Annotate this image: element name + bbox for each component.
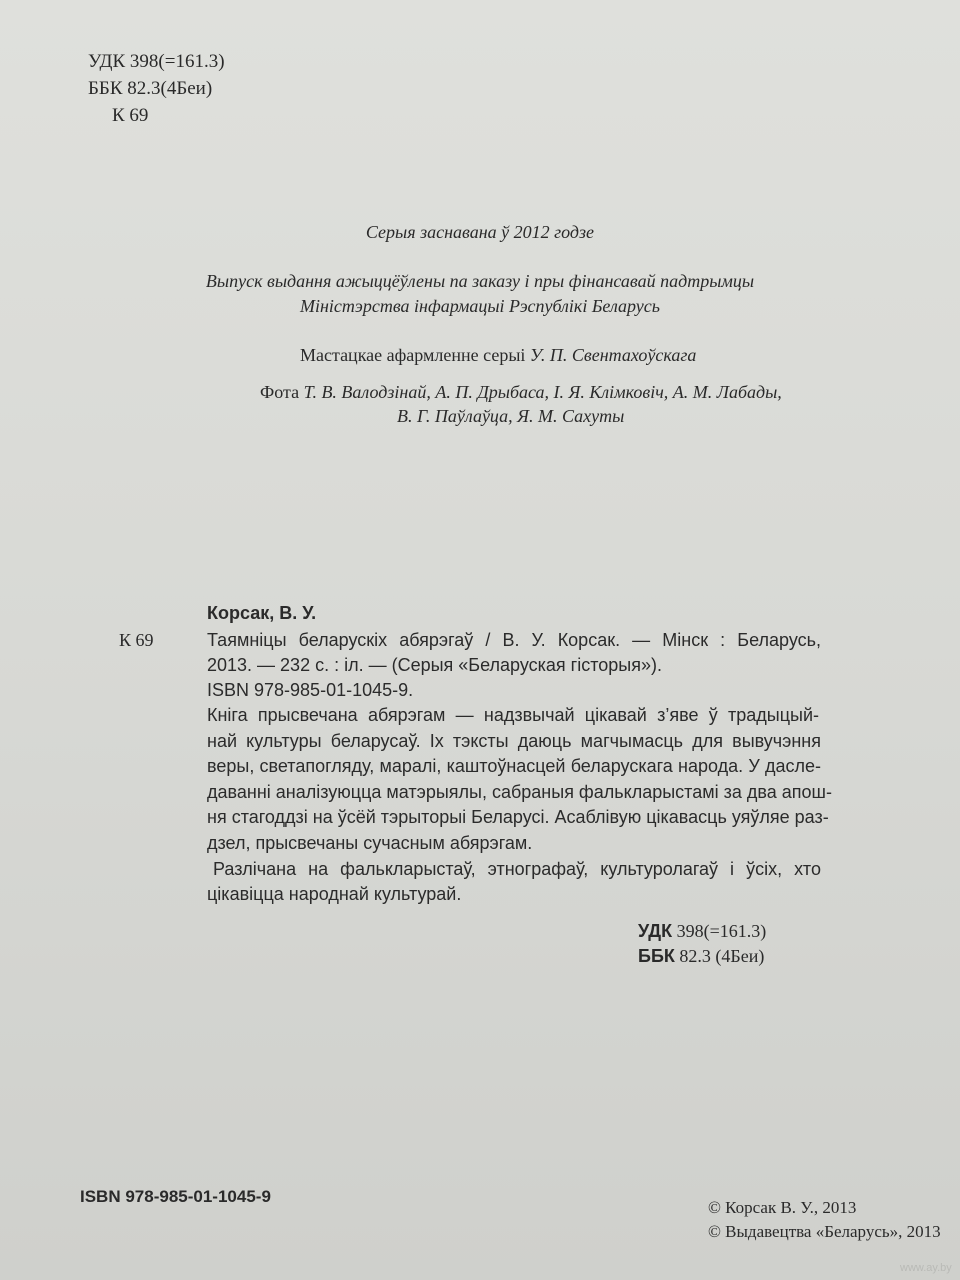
watermark: www.ay.by: [900, 1262, 952, 1274]
photo-prefix: Фота: [260, 382, 304, 402]
annotation-line-5: ня стагоддзі на ўсёй тэрыторыі Беларусі. Асаблівую цікавасць уяўляе раз-: [207, 807, 829, 827]
footer-copyright-author: © Корсак В. У., 2013: [708, 1198, 857, 1217]
funding-line-1: Выпуск выдання ажыццёўлены па заказу і пры фінансавай падтрымцы: [205, 271, 755, 291]
card-bbk-label: ББК: [638, 946, 675, 966]
top-udk: УДК 398(=161.3): [88, 51, 225, 72]
annotation-line-1: Кніга прысвечана абярэгам — надзвычай цікавай з’яве ў традыцый-: [207, 705, 819, 725]
card-udk-label: УДК: [638, 921, 673, 941]
card-bbk: [638, 946, 764, 967]
card-code: К 69: [119, 630, 154, 650]
card-title-line-2: 2013. — 232 с. : іл. — (Серыя «Беларуская гісторыя»).: [207, 655, 662, 675]
card-bbk-value: 82.3 (4Беи): [674, 946, 765, 966]
audience-line-2: цікавіцца народнай культурай.: [207, 884, 462, 904]
audience-line-1: Разлічана на фалькларыстаў, этнографаў, культуролагаў і ўсіх, хто: [213, 859, 821, 879]
card-udk-value: 398(=161.3): [672, 921, 767, 941]
photo-credit-line-1: [260, 382, 782, 403]
annotation-line-3: веры, светапогляду, маралі, каштоўнасцей беларускага народа. У дасле-: [207, 756, 821, 776]
footer-copyright-publisher: © Выдавецтва «Беларусь», 2013: [708, 1222, 941, 1241]
series-founded: Серыя заснавана ў 2012 годзе: [365, 222, 595, 242]
design-name: У. П. Свентахоўскага: [529, 345, 697, 365]
photo-credit-line-2: В. Г. Паўлаўца, Я. М. Сахуты: [397, 406, 625, 426]
card-author: Корсак, В. У.: [207, 603, 317, 623]
funding-line-2: Міністэрства інфармацыі Рэспублікі Беларусь: [300, 296, 660, 316]
photo-names-1: Т. В. Валодзінай, А. П. Дрыбаса, І. Я. Клімковіч, А. М. Лабады,: [303, 382, 782, 402]
card-udk: [638, 921, 766, 942]
card-title-line-1: Таямніцы беларускіх абярэгаў / В. У. Корсак. — Мінск : Беларусь,: [207, 630, 821, 650]
card-isbn: ISBN 978-985-01-1045-9.: [207, 680, 414, 700]
top-author-mark: К 69: [112, 105, 149, 126]
annotation-line-4: даванні аналізуюцца матэрыялы, сабраныя фалькларыстамі за два апош-: [207, 782, 832, 802]
design-prefix: Мастацкае афармленне серыі: [300, 345, 530, 365]
footer-isbn: ISBN 978-985-01-1045-9: [80, 1187, 271, 1206]
annotation-line-6: дзел, прысвечаны сучасным абярэгам.: [207, 833, 533, 853]
top-bbk: ББК 82.3(4Беи): [88, 78, 213, 99]
annotation-line-2: най культуры беларусаў. Іх тэксты даюць магчымасць для вывучэння: [207, 731, 821, 751]
design-credit: [300, 345, 696, 366]
